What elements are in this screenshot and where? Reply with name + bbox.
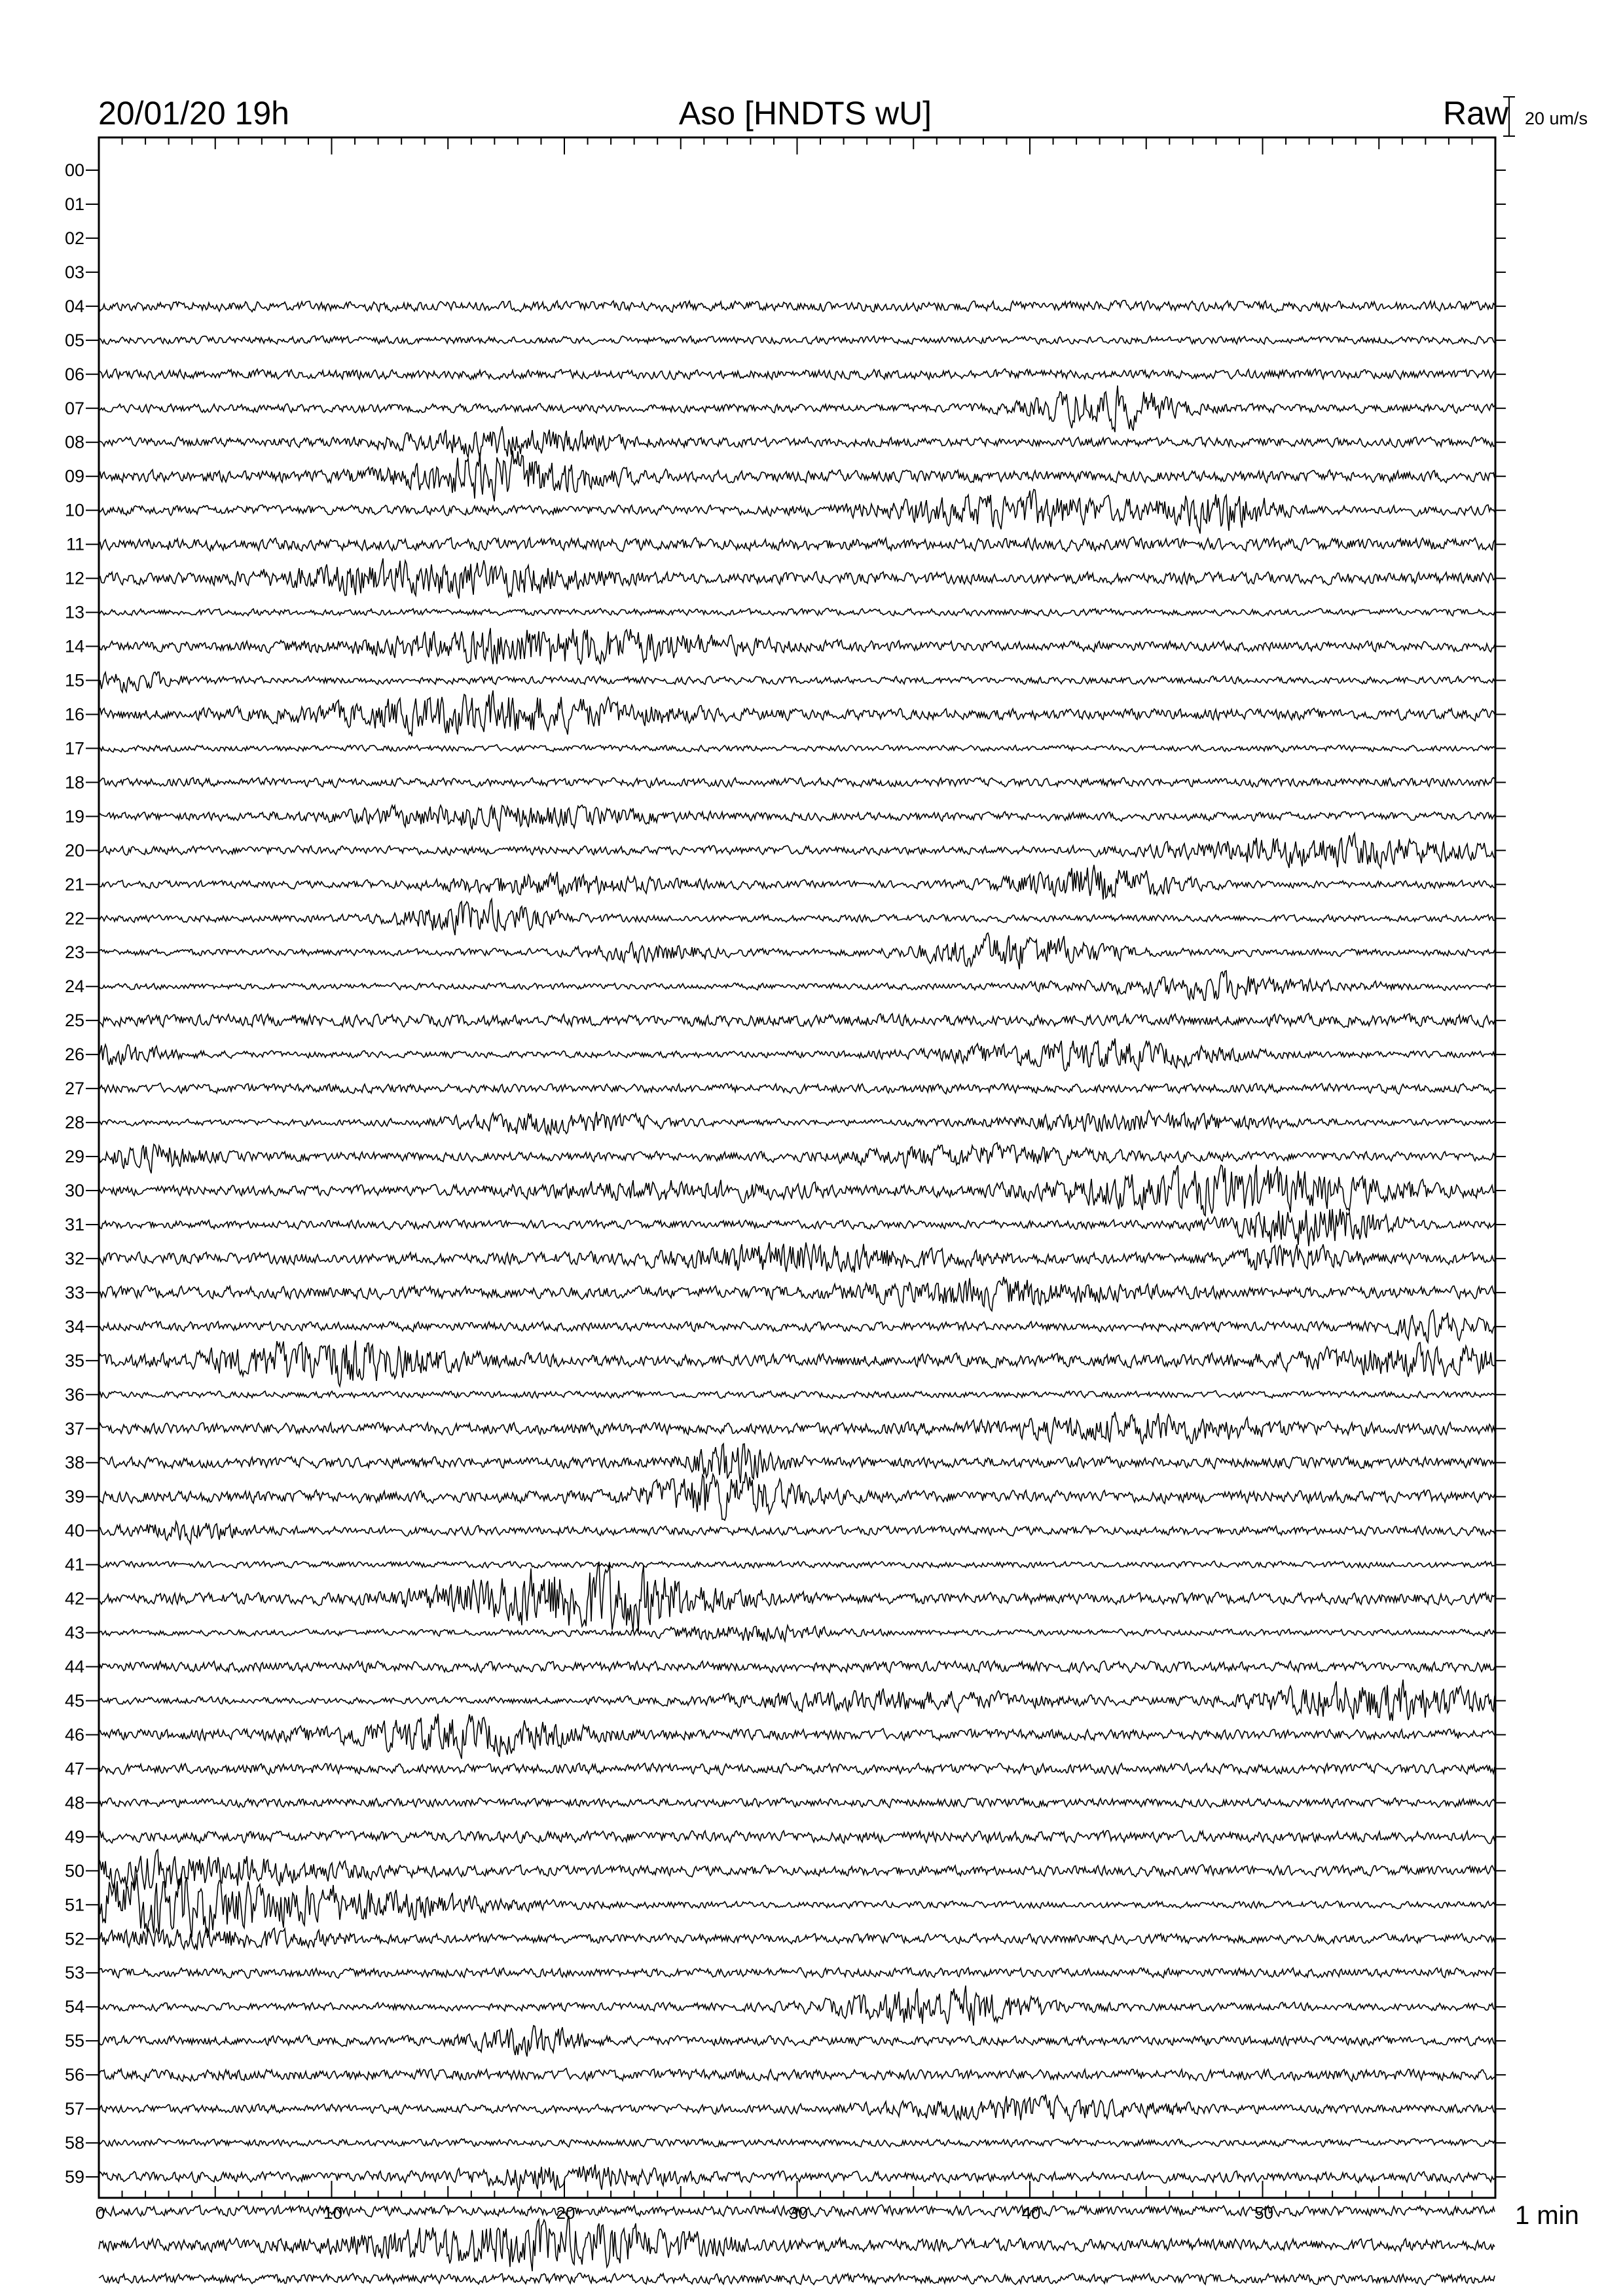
trace-row-15 [99,672,1495,692]
row-label: 25 [64,1011,84,1031]
trace-row-52 [99,1927,1495,1950]
trace-row-13 [99,609,1495,617]
row-label: 50 [64,1861,84,1881]
row-label: 15 [64,670,84,691]
trace-row-33 [99,1277,1495,1311]
trace-row-16 [99,691,1495,736]
trace-row-17 [99,745,1495,752]
row-label: 23 [64,942,84,963]
row-label: 22 [64,908,84,929]
trace-row-27 [99,1083,1495,1094]
trace-row-08 [99,426,1495,458]
trace-row-31 [99,1209,1495,1246]
row-label: 37 [64,1418,84,1439]
trace-row-29 [99,1143,1495,1174]
row-label: 54 [64,1997,84,2017]
trace-row-56 [99,2068,1495,2081]
row-label: 56 [64,2065,84,2085]
row-label: 27 [64,1079,84,1099]
trace-row-24 [99,971,1495,1000]
row-label: 06 [64,364,84,384]
row-label: 24 [64,977,84,997]
row-label: 02 [64,228,84,248]
trace-row-11 [99,537,1495,552]
trace-row-53 [99,1967,1495,1978]
row-label: 00 [64,160,84,180]
row-label: 32 [64,1248,84,1268]
row-label: 41 [64,1554,84,1575]
x-tick-label: 40 [1021,2203,1041,2223]
x-tick-label: 50 [1254,2203,1273,2223]
row-label: 21 [64,874,84,895]
trace-row-40 [99,1522,1495,1544]
trace-row-30 [99,1165,1495,1216]
trace-row-21 [99,865,1495,900]
row-label: 40 [64,1520,84,1541]
row-label: 34 [64,1316,84,1336]
trace-row-05 [99,336,1495,344]
x-unit-label: 1 min [1515,2201,1579,2230]
trace-row-10 [99,490,1495,534]
row-label: 26 [64,1045,84,1065]
row-label: 36 [64,1384,84,1405]
row-label: 53 [64,1963,84,1983]
row-label: 49 [64,1827,84,1847]
trace-row-18 [99,778,1495,787]
trace-row-51 [99,1874,1495,1937]
trace-row-20 [99,833,1495,868]
trace-row-12 [99,558,1495,598]
trace-row-07 [99,386,1495,432]
row-label: 13 [64,602,84,622]
row-label: 03 [64,262,84,282]
row-label: 46 [64,1725,84,1745]
row-label: 19 [64,806,84,827]
trace-row-46 [99,1713,1495,1759]
row-label: 42 [64,1588,84,1609]
trace-row-37 [99,1412,1495,1444]
trace-row-36 [99,1391,1495,1399]
row-label: 38 [64,1452,84,1473]
row-label: 33 [64,1282,84,1302]
station-title: Aso [HNDTS wU] [678,95,932,132]
row-label: 44 [64,1657,84,1677]
datetime-label: 20/01/20 19h [98,95,289,132]
trace-row-42 [99,1562,1495,1631]
row-label: 29 [64,1147,84,1167]
trace-row-25 [99,1013,1495,1027]
trace-row-45 [99,1679,1495,1721]
plot-frame [99,137,1495,2198]
trace-row-23 [99,933,1495,970]
x-tick-label: 20 [556,2203,575,2223]
trace-row-19 [99,805,1495,831]
row-label: 20 [64,840,84,861]
row-label: 10 [64,500,84,520]
trace-row-32 [99,1242,1495,1272]
trace-row-55 [99,2026,1495,2056]
trace-row-38 [99,1444,1495,1483]
trace-row-overflow-57 [99,2216,1495,2271]
x-tick-label: 30 [789,2203,808,2223]
trace-row-06 [99,369,1495,380]
x-tick-label: 10 [323,2203,342,2223]
row-label: 57 [64,2099,84,2119]
row-label: 08 [64,432,84,452]
row-label: 01 [64,194,84,214]
trace-row-49 [99,1831,1495,1844]
row-label: 59 [64,2167,84,2187]
trace-row-39 [99,1472,1495,1520]
trace-row-22 [99,899,1495,935]
row-label: 07 [64,398,84,418]
row-label: 52 [64,1929,84,1949]
row-label: 47 [64,1759,84,1779]
trace-row-04 [99,300,1495,312]
trace-row-26 [99,1039,1495,1071]
row-label: 48 [64,1793,84,1813]
row-label: 31 [64,1214,84,1234]
row-label: 35 [64,1350,84,1371]
trace-row-34 [99,1310,1495,1342]
row-label: 45 [64,1691,84,1711]
x-tick-label: 0 [95,2203,105,2223]
trace-row-58 [99,2139,1495,2147]
trace-row-28 [99,1111,1495,1134]
row-label: 11 [65,534,84,554]
trace-row-41 [99,1561,1495,1568]
row-label: 18 [64,772,84,793]
trace-row-43 [99,1625,1495,1641]
trace-row-57 [99,2094,1495,2121]
trace-row-overflow-58 [99,2273,1495,2285]
row-label: 51 [64,1895,84,1915]
row-label: 30 [64,1181,84,1200]
row-label: 55 [64,2031,84,2051]
row-label: 43 [64,1623,84,1643]
trace-row-54 [99,1986,1495,2026]
row-label: 04 [64,296,84,316]
row-label: 28 [64,1113,84,1133]
trace-row-47 [99,1763,1495,1775]
row-label: 16 [64,704,84,725]
row-label: 58 [64,2133,84,2153]
row-label: 39 [64,1486,84,1507]
trace-row-35 [99,1340,1495,1386]
trace-row-14 [99,628,1495,665]
trace-row-50 [99,1850,1495,1890]
mode-label: Raw [1442,95,1508,132]
row-label: 12 [64,568,84,588]
row-label: 17 [64,738,84,759]
trace-row-09 [99,450,1495,501]
scale-label: 20 um/s [1525,109,1588,128]
trace-row-48 [99,1798,1495,1808]
row-label: 05 [64,330,84,350]
row-label: 14 [64,636,84,656]
trace-row-44 [99,1661,1495,1673]
row-label: 09 [64,466,84,486]
